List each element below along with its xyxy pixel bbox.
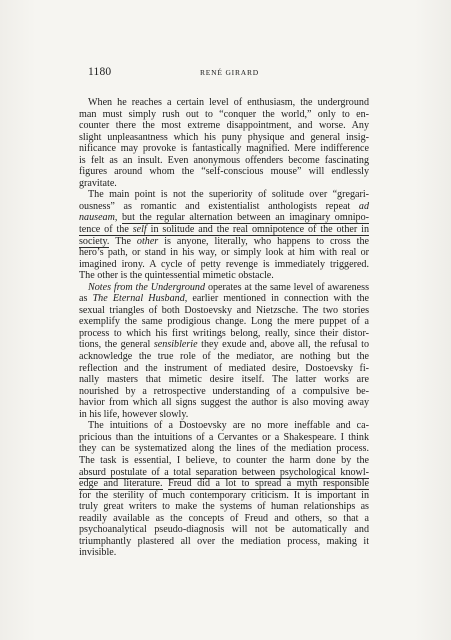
- text-segment: The other is the quintessential mimetic obstacle.: [79, 270, 274, 282]
- text-segment: figures around whom the “self-conscious mouse” will endlessly: [79, 166, 369, 178]
- text-segment: The main point is not the superiority of solitude over “gregari-: [88, 189, 369, 201]
- text-segment: man must simply rush out to “conquer the world,” only to en-: [79, 108, 369, 120]
- italic-text: ad: [358, 200, 369, 212]
- underlined-text: society.: [79, 235, 110, 247]
- text-segment: slight unpleasantness which his puny physique and general insig-: [79, 131, 369, 143]
- text-line: [79, 305, 369, 317]
- text-segment: readily available as the concepts of Freud and others, so that a: [79, 512, 369, 524]
- text-segment: The: [109, 235, 137, 247]
- text-line: [79, 293, 369, 305]
- text-line: [79, 409, 369, 421]
- text-segment: sexual triangles of both Dostoevsky and Nietzsche. The two stories: [79, 304, 369, 316]
- text-line: [79, 166, 369, 178]
- text-segment: reflection and the instrument of mediated desire, Dostoevsky fi-: [79, 362, 369, 374]
- text-line: [79, 397, 369, 409]
- text-line: [79, 224, 369, 236]
- text-segment: is felt as an insult. Even anonymous offenders become fascinating: [79, 154, 369, 166]
- italic-text: sensiblerie: [153, 339, 198, 351]
- text-line: [79, 490, 369, 502]
- text-segment: nificance may provoke is fantastically magnified. Mere indifference: [79, 143, 369, 155]
- text-line: [79, 363, 369, 375]
- text-segment: ,: [114, 212, 122, 224]
- text-line: [79, 524, 369, 536]
- text-segment: in his life, however slowly.: [79, 408, 189, 420]
- text-line: [79, 351, 369, 363]
- text-segment: When he reaches a certain level of enthusiasm, the underground: [88, 97, 369, 108]
- text-line: [79, 478, 369, 490]
- text-line: [79, 513, 369, 525]
- text-segment: counter there the most extreme disappointment, and worse. Any: [79, 120, 369, 132]
- italic-text: Notes from the Underground: [88, 281, 206, 293]
- text-segment: is anyone, literally, who happens to cross the: [158, 235, 369, 247]
- text-segment: havior from which all signs suggest the author is also moving away: [79, 397, 369, 409]
- underlined-text: absurd postulate of a total separation between psychological knowl-: [79, 466, 369, 478]
- text-segment: The task is essential, I believe, to counter the harm done by the: [79, 454, 369, 466]
- text-line: [79, 143, 369, 155]
- text-line: [79, 547, 369, 559]
- text-line: [79, 178, 369, 190]
- text-segment: hero’s path, or stand in his way, or simply look at him with real or: [79, 247, 369, 259]
- text-line: [79, 386, 369, 398]
- text-line: [79, 432, 369, 444]
- text-segment: , earlier mentioned in connection with the: [184, 293, 369, 305]
- text-line: [79, 443, 369, 455]
- text-segment: pricious than the intuitions of a Cervantes or a Shakespeare. I think: [79, 431, 369, 443]
- text-line: [79, 212, 369, 224]
- text-segment: psychoanalytical pseudo-diagnosis will not be automatically and: [79, 524, 369, 536]
- text-segment: operates at the same level of awareness: [205, 281, 369, 293]
- text-line: [79, 339, 369, 351]
- text-line: [79, 420, 369, 432]
- underlined-text: but the regular alternation between an imaginary omnipo-: [121, 212, 370, 224]
- underlined-text: edge and literature.: [79, 478, 163, 490]
- text-segment: triumphantly plastered all over the mediation process, making it: [79, 535, 369, 547]
- text-line: [79, 328, 369, 340]
- text-segment: ousness” as romantic and existentialist anthologists repeat: [79, 200, 359, 212]
- text-segment: imagined irony. A cycle of petty revenge is immediately triggered.: [79, 258, 369, 270]
- text-line: [79, 236, 369, 248]
- text-segment: The intuitions of a Dostoevsky are no more ineffable and ca-: [88, 420, 369, 432]
- text-segment: tions, the general: [79, 339, 154, 351]
- text-line: [79, 132, 369, 144]
- text-segment: truly great writers to make the systems of human relationships as: [79, 501, 369, 513]
- text-segment: exemplify the same prodigious change. Long the mere puppet of a: [79, 316, 369, 328]
- text-segment: for the sterility of much contemporary criticism. It is important in: [79, 489, 369, 501]
- text-line: [79, 155, 369, 167]
- text-line: [79, 467, 369, 479]
- italic-text: other: [136, 235, 159, 247]
- underlined-text: in solitude and the real omnipotence of the other in: [146, 224, 369, 236]
- text-line: [79, 120, 369, 132]
- text-segment: acknowledge the true role of the mediator, are nothing but the: [79, 351, 369, 363]
- text-line: [79, 201, 369, 213]
- text-line: [79, 189, 369, 201]
- text-segment: as: [79, 293, 93, 305]
- italic-text: nauseam: [79, 212, 115, 224]
- italic-text: The Eternal Husband: [92, 293, 185, 305]
- text-line: [79, 536, 369, 548]
- underlined-text: Freud did a lot to spread a myth responsible: [168, 478, 369, 490]
- text-segment: invisible.: [79, 547, 117, 559]
- page-number: 1180: [88, 66, 112, 78]
- text-line: [79, 270, 369, 282]
- text-line: [79, 259, 369, 271]
- text-line: [79, 316, 369, 328]
- body-text: [79, 97, 369, 559]
- text-line: [79, 109, 369, 121]
- text-line: [79, 455, 369, 467]
- text-segment: gravitate.: [79, 177, 117, 189]
- text-line: [79, 501, 369, 513]
- text-segment: nourished by a retrospective understanding of a compulsive be-: [79, 385, 369, 397]
- text-line: [79, 374, 369, 386]
- running-head: RENÉ GIRARD: [200, 68, 260, 77]
- text-line: [79, 247, 369, 259]
- text-segment: nally masters that mimetic desire itself. The latter works are: [79, 374, 369, 386]
- underlined-text: self: [132, 224, 147, 236]
- text-segment: process to which his first writings belong, really, since their distor-: [79, 327, 369, 339]
- text-line: [79, 282, 369, 294]
- text-line: [79, 97, 369, 109]
- underlined-text: tence of the: [79, 224, 133, 236]
- text-segment: they can be systematized along the lines of the mediation process.: [79, 443, 369, 455]
- page-header: [88, 66, 368, 82]
- text-segment: they exude and, above all, the refusal to: [197, 339, 369, 351]
